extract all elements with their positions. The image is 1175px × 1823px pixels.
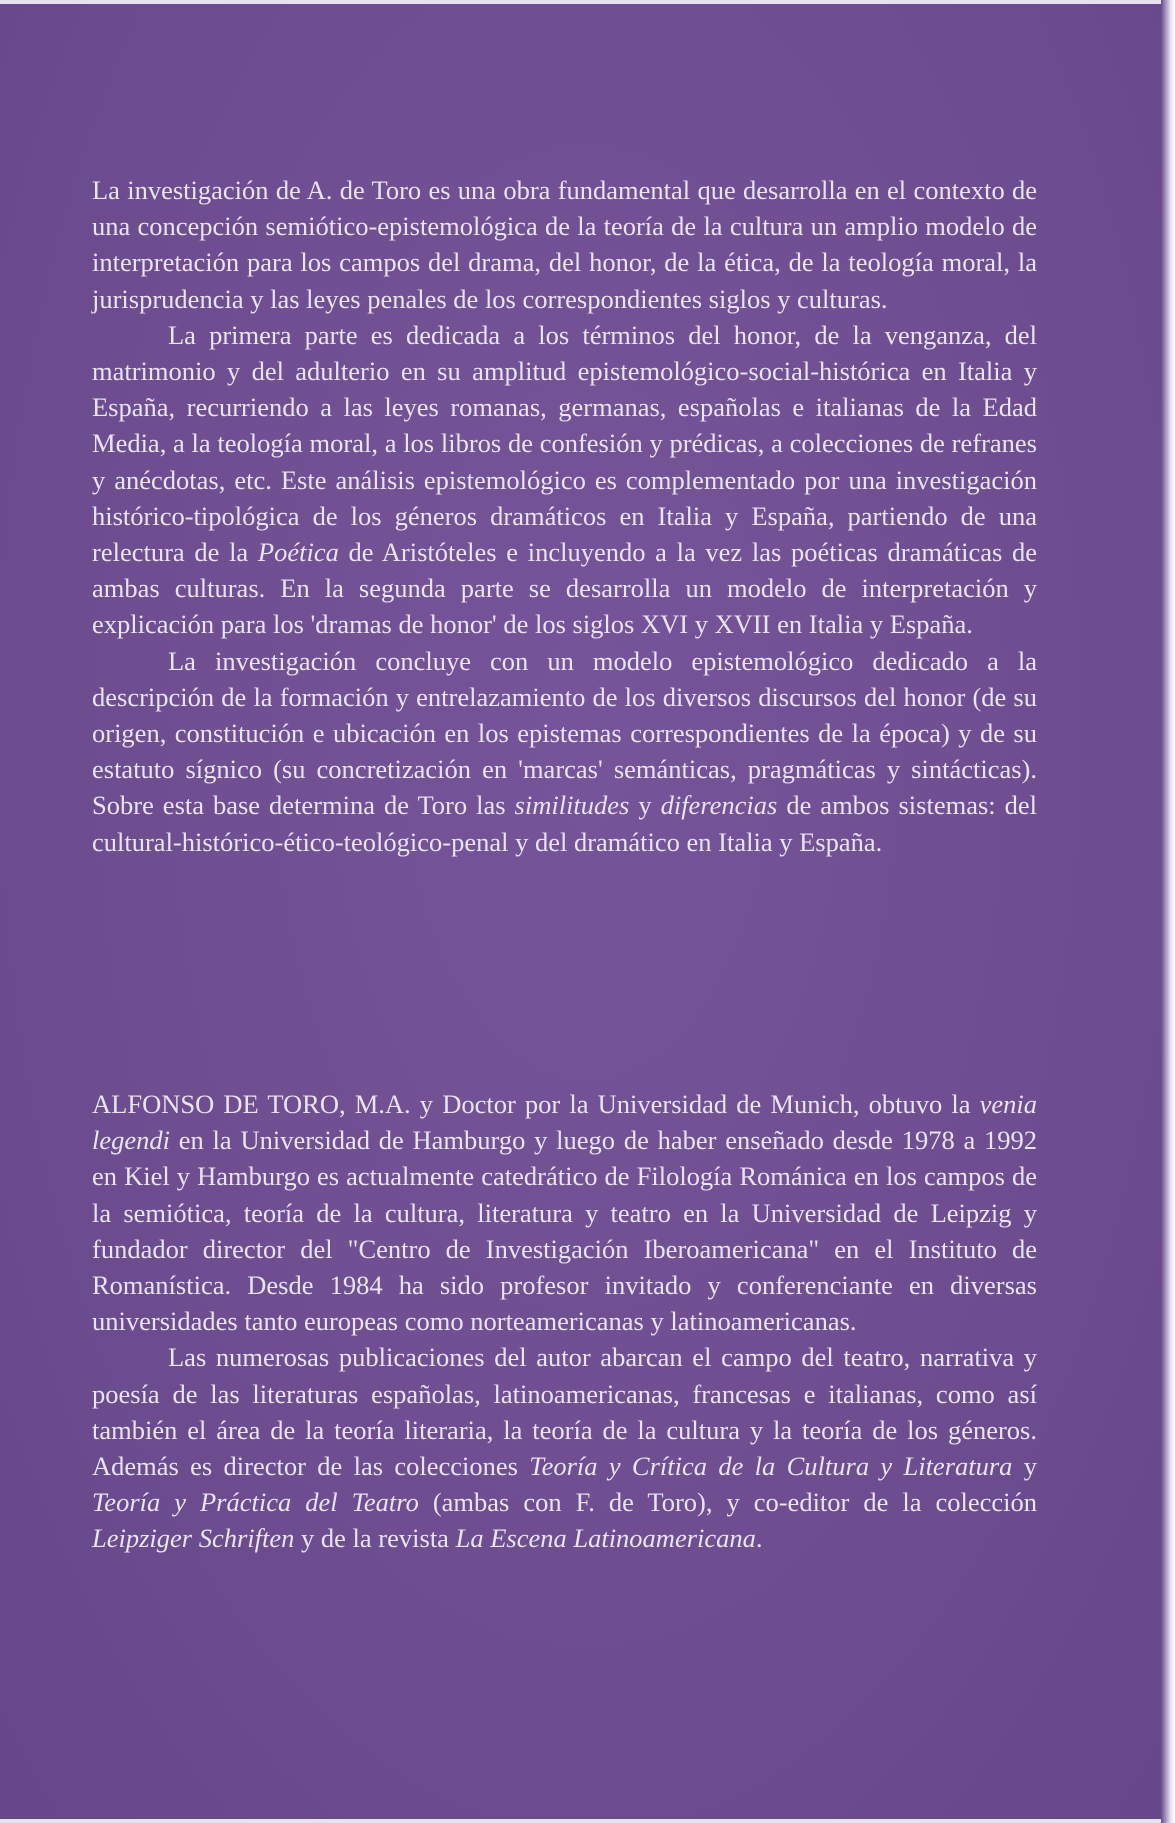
scan-edge-right (1161, 0, 1175, 1823)
bio-series-title-1: Teoría y Crítica de la Cultura y Literatura (529, 1451, 1013, 1482)
scan-edge-top (0, 0, 1175, 4)
bio-paragraph-2-text-d: y de la revista (294, 1523, 456, 1554)
author-bio (92, 1086, 1037, 1557)
bio-journal-title: La Escena Latinoamericana (455, 1523, 756, 1554)
blurb-emphasis-similitudes: similitudes (514, 790, 630, 821)
book-blurb (92, 172, 1037, 860)
blurb-paragraph-3-text-c: de ambos sistemas: del cultural-histórico-ético-teológico-penal y del dramático en Italia y España. (92, 790, 1037, 857)
bio-series-title-3: Leipziger Schriften (92, 1523, 295, 1554)
bio-paragraph-2-text-a: Las numerosas publicaciones del autor abarcan el campo del teatro, narrativa y poesía de las literaturas españolas, latinoamericanas, francesas e italianas, como así también el área de la teoría literaria, la teoría de la cultura y la teoría de los géneros. Además es director de las colecciones (92, 1342, 1037, 1482)
blurb-paragraph-3-text-a: La investigación concluye con un modelo epistemológico dedicado a la descripción de la formación y entrelazamiento de los diversos discursos del honor (de su origen, constitución e ubicación en los epistemas correspondientes de la época) y de su estatuto sígnico (su concretización en 'marcas' semánticas, pragmáticas y sintácticas). Sobre esta base determina de Toro las (92, 645, 1037, 821)
scan-edge-bottom (0, 1819, 1175, 1823)
blurb-paragraph-3 (92, 643, 1037, 860)
blurb-work-title-poetica: Poética (257, 537, 339, 568)
blurb-paragraph-2-text-b: de Aristóteles e incluyendo a la vez las poéticas dramáticas de ambas culturas. En la segunda parte se desarrolla un modelo de interpretación y explicación para los 'dramas de honor' de los siglos XVI y XVII en Italia y España. (92, 537, 1037, 640)
bio-paragraph-2-text-c: (ambas con F. de Toro), y co-editor de la colección (418, 1487, 1037, 1518)
bio-paragraph-1 (92, 1086, 1037, 1339)
bio-paragraph-2-text-b: y (1012, 1451, 1038, 1482)
bio-emphasis-venia-legendi: venia legendi (92, 1089, 1037, 1156)
blurb-paragraph-2-text-a: La primera parte es dedicada a los términos del honor, de la venganza, del matrimonio y del adulterio en su amplitud epistemológico-social-histórica en Italia y España, recurriendo a las leyes romanas, germanas, españolas e italianas de la Edad Media, a la teología moral, a los libros de confesión y prédicas, a colecciones de refranes y anécdotas, etc. Este análisis epistemológico es complementado por una investigación histórico-tipológica de los géneros dramáticos en Italia y España, partiendo de una relectura de la (92, 319, 1037, 568)
bio-paragraph-2-text-e: . (755, 1523, 763, 1554)
blurb-paragraph-2 (92, 317, 1037, 643)
bio-series-title-2: Teoría y Práctica del Teatro (92, 1487, 419, 1518)
blurb-paragraph-3-text-b: y (629, 790, 661, 821)
blurb-emphasis-diferencias: diferencias (660, 790, 778, 821)
bio-paragraph-2 (92, 1339, 1037, 1556)
bio-paragraph-1-text-b: en la Universidad de Hamburgo y luego de haber enseñado desde 1978 a 1992 en Kiel y Hamburgo es actualmente catedrático de Filología Románica en los campos de la semiótica, teoría de la cultura, literatura y teatro en la Universidad de Leipzig y fundador director del "Centro de Investigación Iberoamericana" en el Instituto de Romanística. Desde 1984 ha sido profesor invitado y conferenciante en diversas universidades tanto europeas como norteamericanas y latinoamericanas. (92, 1125, 1037, 1337)
blurb-paragraph-1: La investigación de A. de Toro es una obra fundamental que desarrolla en el contexto de una concepción semiótico-epistemológica de la teoría de la cultura un amplio modelo de interpretación para los campos del drama, del honor, de la ética, de la teología moral, la jurisprudencia y las leyes penales de los correspondientes siglos y culturas. (92, 175, 1037, 314)
bio-paragraph-1-text-a: ALFONSO DE TORO, M.A. y Doctor por la Universidad de Munich, obtuvo la (92, 1089, 980, 1119)
